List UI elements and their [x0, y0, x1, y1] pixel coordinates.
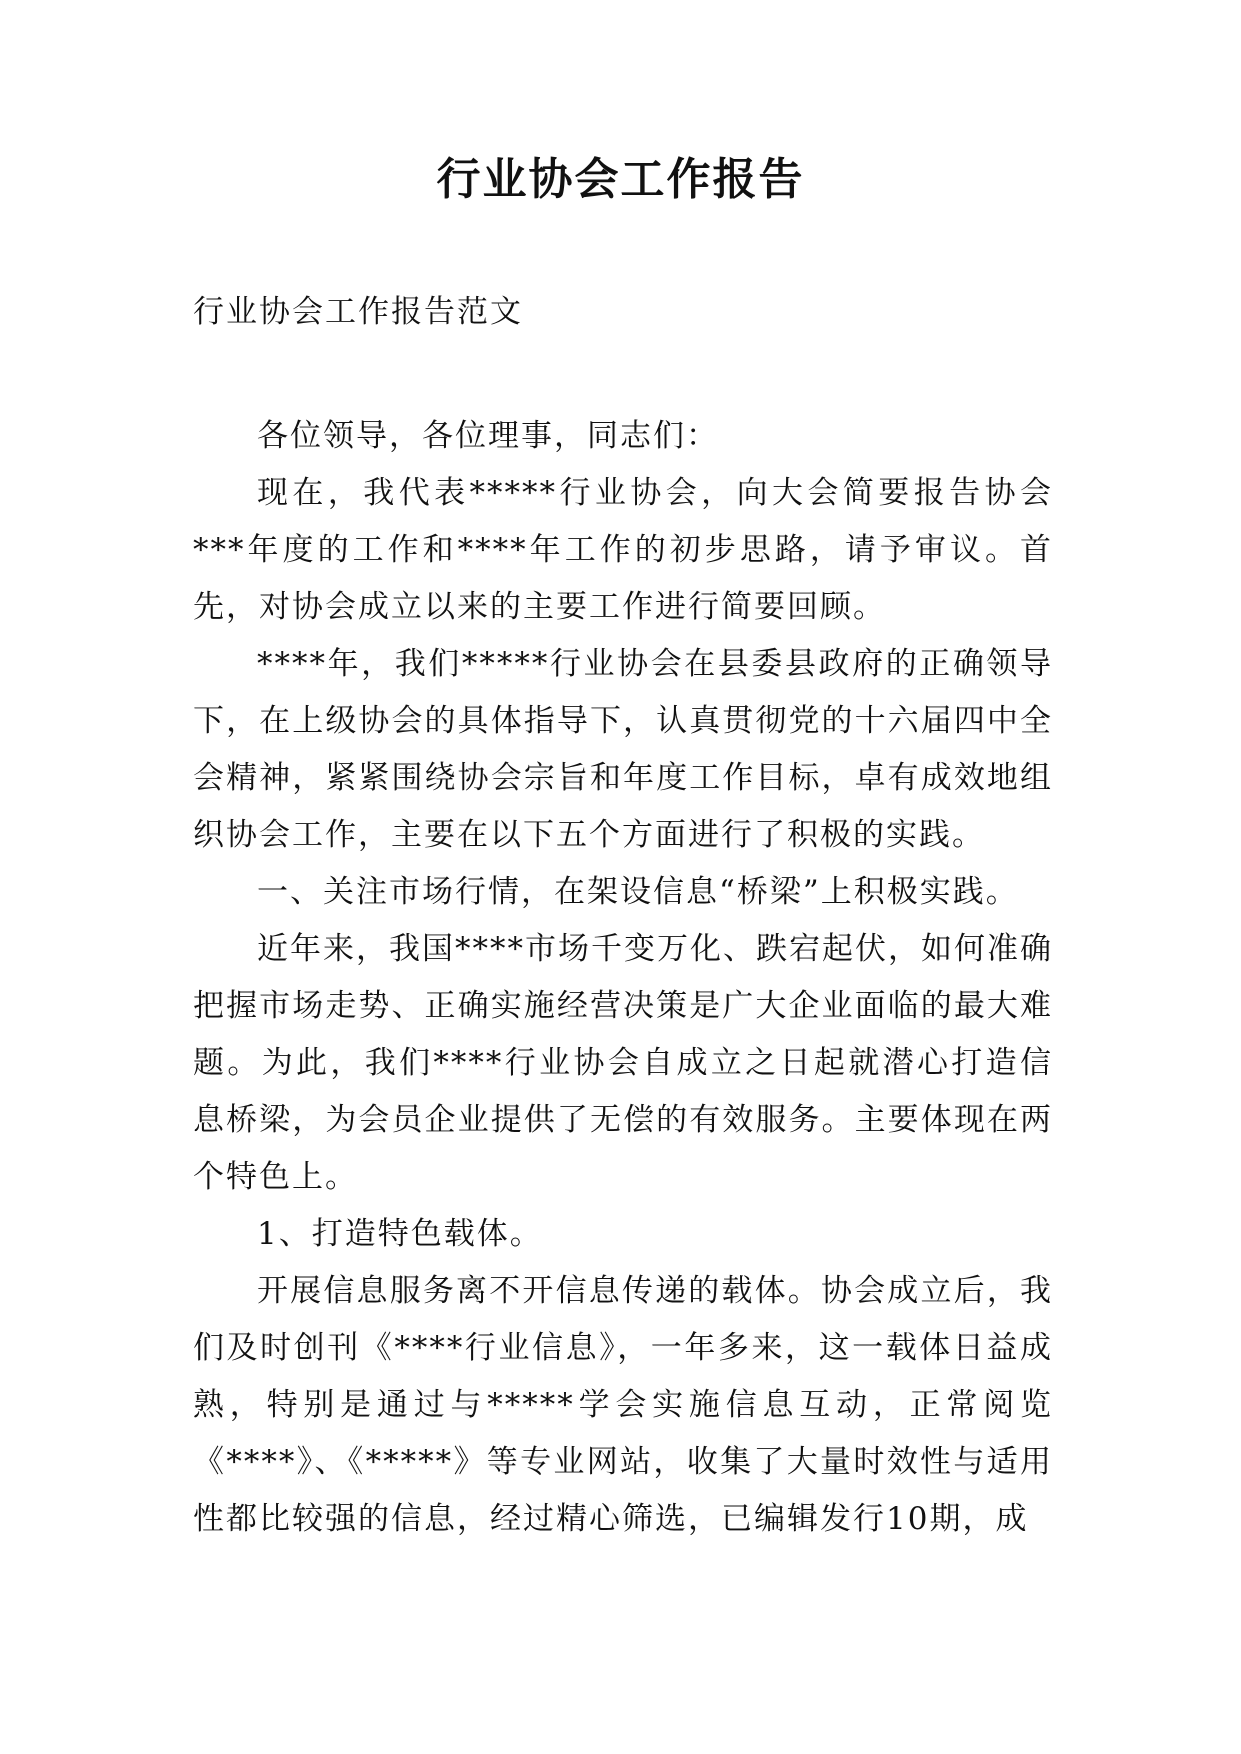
paragraph-review: ****年，我们*****行业协会在县委县政府的正确领导下，在上级协会的具体指导下，认真贯彻党的十六届四中全会精神，紧紧围绕协会宗旨和年度工作目标，卓有成效地组织协会工作，主要在以下五个方面进行了积极的实践。	[193, 646, 1053, 853]
document-title: 行业协会工作报告	[436, 154, 805, 205]
paragraph-carrier: 开展信息服务离不开信息传递的载体。协会成立后，我们及时创刊《****行业信息》，一年多来，这一载体日益成熟，特别是通过与*****学会实施信息互动，正常阅览《****》、《*****》等专业网站，收集了大量时效性与适用性都比较强的信息，经过精心筛选，已编辑发行10期，成	[193, 1273, 1053, 1537]
paragraph-intro: 现在，我代表*****行业协会，向大会简要报告协会***年度的工作和****年工作的初步思路，请予审议。首先，对协会成立以来的主要工作进行简要回顾。	[193, 475, 1053, 625]
document-body	[193, 408, 1053, 1548]
paragraph-market: 近年来，我国****市场千变万化、跌宕起伏，如何准确把握市场走势、正确实施经营决策是广大企业面临的最大难题。为此，我们****行业协会自成立之日起就潜心打造信息桥梁，为会员企业提供了无偿的有效服务。主要体现在两个特色上。	[193, 931, 1053, 1195]
paragraph-section-heading: 一、关注市场行情，在架设信息“桥梁”上积极实践。	[257, 874, 1019, 910]
paragraph-salutation: 各位领导，各位理事，同志们：	[257, 418, 719, 454]
document-subtitle: 行业协会工作报告范文	[193, 294, 523, 330]
paragraph-subheading: 1、打造特色载体。	[257, 1216, 543, 1252]
